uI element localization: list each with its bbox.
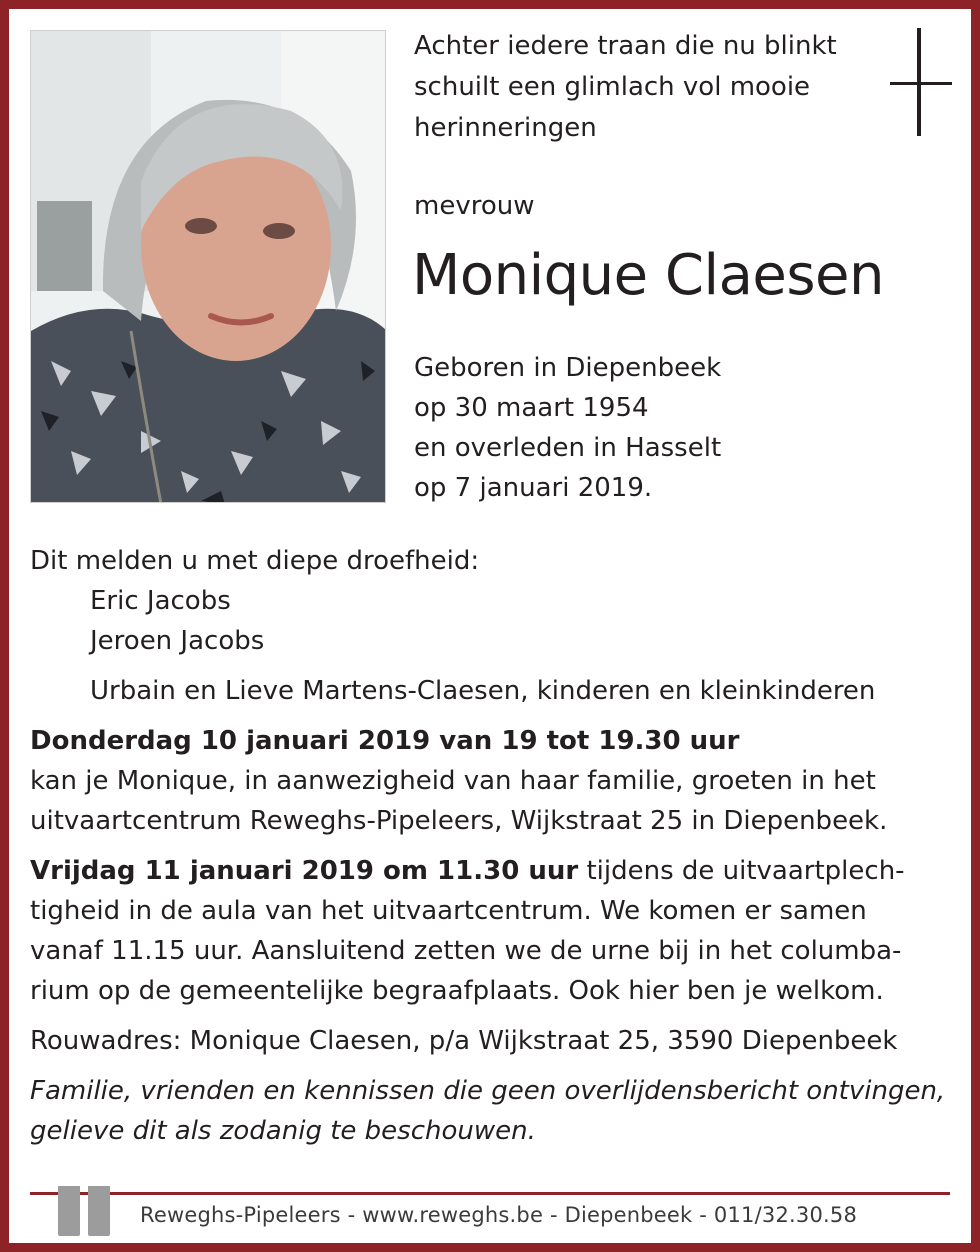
footer-contact: Reweghs-Pipeleers - www.reweghs.be - Diepenbeek - 011/32.30.58 — [140, 1203, 858, 1227]
announcement-intro: Dit melden u met diepe droefheid: — [30, 546, 480, 576]
visitation-text: kan je Monique, in aanwezigheid van haar familie, groeten in het — [30, 766, 876, 796]
detail-line: Geboren in Diepenbeek — [414, 353, 722, 383]
ceremony-text: rium op de gemeentelijke begraafplaats. Ook hier ben je welkom. — [30, 976, 884, 1006]
ceremony-heading: Vrijdag 11 januari 2019 om 11.30 uur tijdens de uitvaartplech- — [30, 856, 905, 886]
deceased-name: Monique Claesen — [412, 243, 884, 308]
birth-death-details — [414, 348, 721, 508]
ceremony-text: vanaf 11.15 uur. Aansluitend zetten we de urne bij in het columba- — [30, 936, 902, 966]
cross-icon — [890, 28, 952, 136]
memorial-quote — [414, 26, 874, 149]
mourner-name: Eric Jacobs — [90, 586, 231, 616]
mourning-address: Rouwadres: Monique Claesen, p/a Wijkstraat 25, 3590 Diepenbeek — [30, 1026, 898, 1056]
portrait-photo — [30, 30, 386, 503]
notice-text: Familie, vrienden en kennissen die geen overlijdensbericht ontvingen, — [30, 1076, 946, 1106]
mourner-name: Jeroen Jacobs — [90, 626, 265, 656]
honorific: mevrouw — [414, 191, 535, 221]
family-line: Urbain en Lieve Martens-Claesen, kinderen en kleinkinderen — [90, 676, 876, 706]
quote-line: schuilt een glimlach vol mooie — [414, 72, 811, 102]
detail-line: op 7 januari 2019. — [414, 473, 653, 503]
footer-divider — [30, 1192, 950, 1195]
visitation-text: uitvaartcentrum Reweghs-Pipeleers, Wijkstraat 25 in Diepenbeek. — [30, 806, 888, 836]
quote-line: herinneringen — [414, 113, 597, 143]
funeral-home-logo-icon — [58, 1186, 116, 1236]
detail-line: en overleden in Hasselt — [414, 433, 722, 463]
ceremony-text: tigheid in de aula van het uitvaartcentrum. We komen er samen — [30, 896, 867, 926]
detail-line: op 30 maart 1954 — [414, 393, 649, 423]
quote-line: Achter iedere traan die nu blinkt — [414, 31, 837, 61]
visitation-heading: Donderdag 10 januari 2019 van 19 tot 19.30 uur — [30, 726, 740, 756]
announcement-body — [30, 541, 955, 1151]
notice-text: gelieve dit als zodanig te beschouwen. — [30, 1116, 536, 1146]
